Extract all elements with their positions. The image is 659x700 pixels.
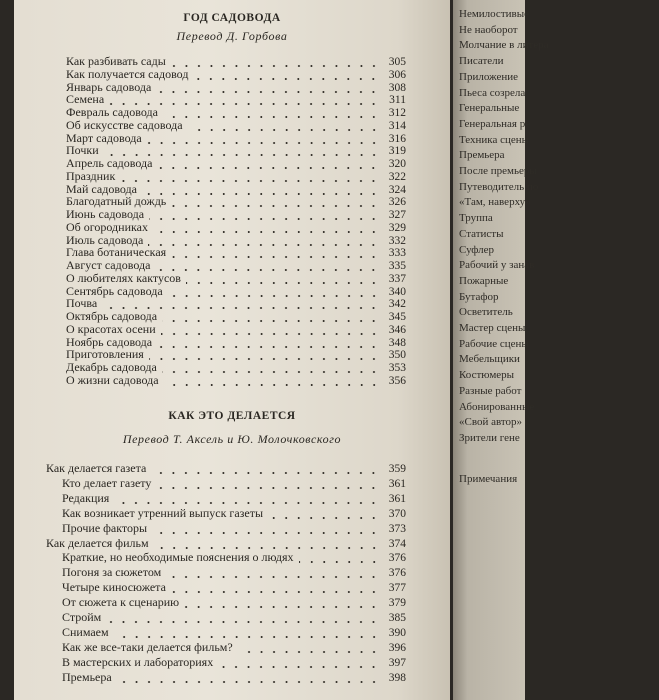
toc-entry-title: О жизни садовода — [66, 372, 159, 387]
toc-entry-title: Благодатный дождь — [66, 194, 167, 209]
right-page-line: Мастер сцены — [459, 322, 526, 334]
right-page-line: Молчание в литера — [459, 39, 549, 52]
toc-entry-title: Прочие факторы — [62, 520, 148, 535]
toc-entry-page: 346 — [388, 323, 406, 336]
toc-entry-page: 312 — [388, 107, 406, 119]
toc-entry-page: 327 — [388, 209, 406, 221]
right-page-line: Костюмеры — [459, 369, 515, 382]
toc-entry-page: 361 — [388, 492, 406, 505]
dot-leader — [106, 621, 380, 623]
toc-entry-title: Как делается фильм — [46, 535, 149, 550]
toc-entry-page: 314 — [388, 119, 406, 132]
toc-entry-page: 335 — [388, 260, 406, 272]
dot-leader — [157, 167, 380, 169]
toc-entry-title: Февраль садовода — [66, 105, 158, 119]
toc-entry — [62, 611, 406, 625]
toc-entry-title: Об искусстве садовода — [66, 117, 183, 132]
toc-entry-page: 376 — [388, 552, 406, 565]
toc-entry — [62, 477, 406, 491]
right-page-line: После премьеры — [459, 165, 537, 177]
right-page-line: Статисты — [459, 227, 504, 240]
right-page-line: Немилостивые — [459, 8, 529, 20]
dot-leader — [168, 295, 380, 297]
toc-entry-title: Снимаем — [62, 624, 109, 639]
dot-leader — [164, 384, 380, 386]
toc-entry-title: Об огородниках — [66, 219, 148, 234]
toc-entry-title: Июль садовода — [66, 232, 144, 247]
right-page-line: Генеральная ре — [459, 117, 531, 130]
dot-leader — [162, 320, 380, 322]
dot-leader — [114, 636, 380, 638]
toc-entry-title: О любителях кактусов — [66, 270, 181, 285]
toc-entry-page: 306 — [388, 68, 406, 81]
dot-leader — [162, 371, 380, 373]
dot-leader — [188, 129, 380, 131]
toc-entry — [46, 537, 406, 551]
dot-leader — [156, 487, 380, 489]
toc-entry — [62, 671, 406, 685]
toc-entry-title: Март садовода — [66, 130, 142, 145]
toc-entry-page: 370 — [388, 507, 406, 520]
toc-entry-title: Декабрь садовода — [66, 360, 157, 374]
toc-entry-page: 377 — [388, 582, 406, 595]
toc-entry-title: Как возникает утренний выпуск газеты — [62, 505, 264, 520]
toc-entry-title: Как делается газета — [46, 461, 147, 475]
right-page-line: Осветитель — [459, 306, 513, 319]
dot-leader — [152, 532, 380, 534]
toc-entry-page: 373 — [388, 522, 406, 535]
toc-entry-title: Премьера — [62, 669, 112, 684]
toc-entry — [66, 374, 406, 388]
toc-entry-page: 385 — [388, 612, 406, 624]
right-page-line: Путеводитель по — [459, 180, 539, 193]
toc-entry-title: Май садовода — [66, 181, 137, 196]
toc-entry-title: Почва — [66, 296, 98, 311]
toc-entry-page: 332 — [388, 234, 406, 247]
dot-leader — [148, 244, 380, 246]
translator-line-garden: Перевод Д. Горбова — [176, 29, 288, 43]
toc-entry-title: Как разбивать сады — [66, 54, 166, 68]
toc-entry-title: Август садовода — [66, 258, 151, 272]
toc-entry-title: Глава ботаническая — [66, 245, 167, 260]
toc-entry — [62, 641, 406, 655]
right-page-line: Техника сцены — [459, 133, 530, 146]
toc-entry-page: 379 — [388, 597, 406, 610]
right-page-line: Рабочий у занав — [459, 259, 535, 272]
right-page-line: Мебельщики — [459, 353, 520, 366]
toc-entry-title: Ноябрь садовода — [66, 334, 153, 349]
dot-leader — [163, 116, 380, 118]
toc-entry-title: Четыре киносюжета — [62, 580, 166, 595]
dot-leader — [147, 142, 380, 144]
toc-entry-title: Кто делает газету — [62, 475, 152, 490]
right-page-line: Пьеса созрела — [459, 86, 526, 99]
toc-entry-title: Семена — [66, 92, 105, 107]
dot-leader — [117, 681, 380, 683]
toc-entry-title: Стройм — [62, 610, 102, 624]
toc-entry-title: Праздник — [66, 168, 116, 183]
right-page-line: Писатели — [459, 55, 504, 68]
toc-entry-page: 345 — [388, 311, 406, 323]
toc-entry-title: Редакция — [62, 490, 110, 505]
dot-leader — [151, 472, 380, 474]
dot-leader — [268, 517, 380, 519]
dot-leader — [142, 193, 380, 195]
right-page-line: «Свой автор» — [459, 416, 523, 429]
toc-entry-page: 308 — [388, 81, 406, 94]
toc-entry-page: 397 — [388, 656, 406, 669]
dot-leader — [171, 205, 380, 207]
toc-entry-title: Как же все-таки делается фильм? — [62, 639, 233, 654]
toc-entry-page: 348 — [388, 336, 406, 349]
dot-leader — [193, 78, 380, 80]
right-page-line: Не наоборот — [459, 23, 518, 36]
toc-entry-title: Приготовления — [66, 347, 144, 362]
translator-line-how-made: Перевод Т. Аксель и Ю. Молочковского — [122, 432, 342, 446]
toc-entry-page: 356 — [388, 374, 406, 387]
toc-entry — [46, 462, 406, 476]
toc-entry-title: Как получается садовод — [66, 66, 189, 81]
toc-entry — [62, 566, 406, 580]
toc-entry-title: В мастерских и лабораториях — [62, 654, 214, 669]
dot-leader — [218, 666, 380, 668]
toc-entry-page: 359 — [388, 463, 406, 475]
right-page-line: Приложение — [459, 70, 519, 83]
dot-leader — [184, 606, 380, 608]
toc-entry-page: 340 — [388, 285, 406, 298]
right-page-line: Разные работ — [459, 384, 522, 397]
right-page-line: Труппа — [459, 212, 493, 225]
dot-leader — [114, 502, 380, 504]
dot-leader — [171, 65, 380, 67]
dot-leader — [161, 333, 380, 335]
toc-entry-page: 329 — [388, 221, 406, 234]
toc-entry — [62, 626, 406, 640]
toc-entry-title: Апрель садовода — [66, 156, 153, 170]
toc-entry-title: Октябрь садовода — [66, 309, 158, 323]
dot-leader — [171, 591, 380, 593]
right-page-line: Бутафор — [459, 290, 499, 303]
toc-entry — [62, 596, 406, 610]
toc-entry-page: 374 — [388, 537, 406, 550]
dot-leader — [156, 91, 380, 93]
toc-entry-page: 396 — [388, 641, 406, 654]
toc-entry-title: Погоня за сюжетом — [62, 565, 162, 580]
dot-leader — [186, 282, 380, 284]
toc-entry-page: 333 — [388, 247, 406, 260]
toc-entry-title: Январь садовода — [66, 79, 152, 94]
toc-entry-page: 326 — [388, 196, 406, 209]
right-page-line: Рабочие сцены — [459, 337, 529, 350]
toc-entry — [62, 656, 406, 670]
section-heading-garden: ГОД САДОВОДА — [183, 12, 281, 24]
dot-leader — [153, 231, 380, 233]
dot-leader — [166, 576, 380, 578]
dot-leader — [120, 180, 380, 182]
toc-entry-page: 361 — [388, 477, 406, 490]
toc-entry-page: 319 — [388, 145, 406, 158]
right-page-line: Примечания — [459, 473, 518, 485]
toc-entry-page: 324 — [388, 183, 406, 196]
toc-entry-title: О красотах осени — [66, 321, 156, 336]
toc-entry-page: 390 — [388, 626, 406, 639]
toc-entry-page: 322 — [388, 170, 406, 183]
toc-entry-page: 353 — [388, 362, 406, 374]
dot-leader — [238, 651, 380, 653]
toc-entry-page: 350 — [388, 349, 406, 362]
right-page-line: «Там, наверху» — [459, 196, 531, 209]
toc-entry — [62, 507, 406, 521]
toc-entry-page: 305 — [388, 56, 406, 68]
right-page-line: Суфлер — [459, 243, 495, 256]
table-of-contents — [14, 0, 450, 700]
toc-entry — [62, 581, 406, 595]
dot-leader — [171, 256, 380, 258]
toc-entry-title: От сюжета к сценарию — [62, 595, 180, 610]
toc-entry-page: 342 — [388, 298, 406, 311]
right-page-line: Зрители гене — [459, 431, 520, 444]
toc-entry-title: Краткие, но необходимые пояснения о людях — [62, 550, 294, 565]
toc-entry-title: Июнь садовода — [66, 207, 145, 221]
toc-entry-page: 320 — [388, 158, 406, 170]
toc-entry-page: 337 — [388, 272, 406, 285]
dot-leader — [149, 218, 380, 220]
right-page-line: Пожарные — [459, 274, 509, 287]
toc-entry — [62, 522, 406, 536]
section-heading-how-made: КАК ЭТО ДЕЛАЕТСЯ — [168, 410, 296, 422]
toc-entry-title: Сентябрь садовода — [66, 283, 163, 298]
right-page-fragment — [453, 0, 549, 700]
dot-leader — [149, 358, 380, 360]
right-page-line: Премьера — [459, 149, 505, 162]
book-page — [14, 0, 450, 700]
dot-leader — [154, 547, 380, 549]
toc-entry-page: 398 — [388, 671, 406, 684]
dot-leader — [299, 561, 381, 563]
dot-leader — [155, 269, 380, 271]
toc-entry-page: 376 — [388, 567, 406, 580]
right-page-line: Генеральные — [459, 102, 520, 115]
right-page-line: Абонированные — [459, 400, 535, 413]
toc-entry-page: 311 — [389, 94, 406, 107]
dot-leader — [157, 346, 380, 348]
toc-entry-title: Почки — [66, 143, 99, 158]
toc-entry — [62, 551, 406, 565]
toc-entry-page: 316 — [388, 132, 406, 145]
toc-entry — [62, 492, 406, 506]
